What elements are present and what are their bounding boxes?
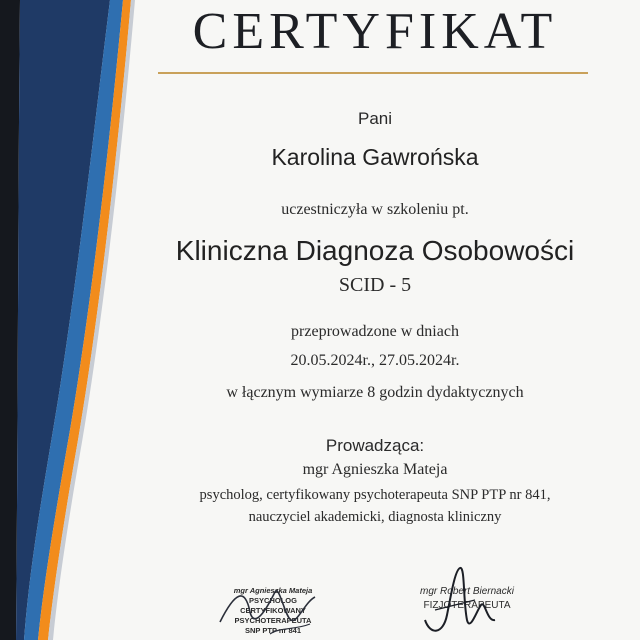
lead-name: mgr Agnieszka Mateja <box>302 461 448 478</box>
salutation: Pani <box>357 109 393 128</box>
stamp-right-name: mgr Robert Biernacki <box>420 586 514 597</box>
stamp-left-name: mgr Agnieszka Mateja <box>233 586 313 595</box>
conducted-text: przeprowadzone w dniach <box>291 323 459 340</box>
stamp-left-line4: SNP PTP nr 841 <box>244 626 301 635</box>
intro-text: uczestniczyła w szkoleniu pt. <box>281 201 469 218</box>
stamp-left-line3: CERTYFIKOWANY PSYCHOTERAPEUTA <box>234 606 312 625</box>
training-dates: 20.05.2024r., 27.05.2024r. <box>290 352 460 369</box>
course-code: SCID - 5 <box>338 274 412 296</box>
course-title: Kliniczna Diagnoza Osobowości <box>175 235 575 266</box>
lead-description-line2: nauczyciel akademicki, diagnosta kliniczny <box>248 509 502 525</box>
signature-left <box>215 572 325 640</box>
lead-label: Prowadząca: <box>325 436 425 455</box>
signature-right <box>415 560 505 640</box>
lead-description-line1: psycholog, certyfikowany psychoterapeuta SNP PTP nr 841, <box>199 487 551 503</box>
stamp-right-line2: FIZJOTERAPEUTA <box>423 600 511 611</box>
recipient-name: Karolina Gawrońska <box>271 144 479 170</box>
certificate-title: CERTYFIKAT <box>192 3 558 60</box>
training-hours: w łącznym wymiarze 8 godzin dydaktycznych <box>226 384 524 401</box>
stamp-left-line2: PSYCHOLOG <box>249 596 297 605</box>
title-divider <box>158 72 588 74</box>
